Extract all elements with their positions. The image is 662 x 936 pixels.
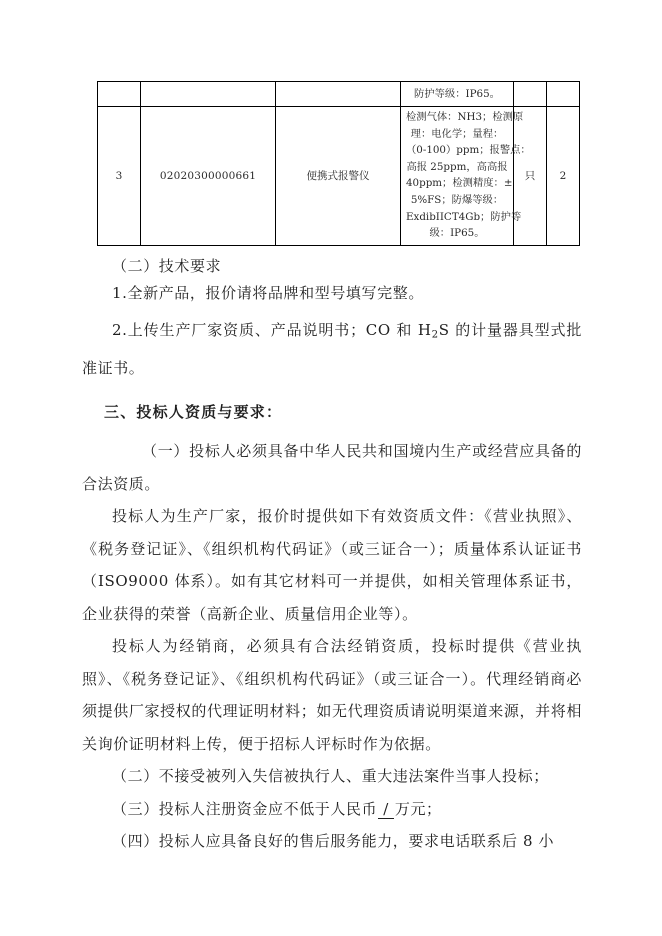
qualification-item-4: （四）投标人应具备良好的售后服务能力，要求电话联系后 8 小 (112, 832, 555, 851)
tech-item-2-subscript: 2 (431, 329, 439, 341)
item-3-suffix: 万元； (394, 799, 442, 818)
spec-line: 级：IP65。 (429, 227, 485, 240)
cell-qty: 2 (547, 107, 580, 246)
spec-line: 高报 25ppm，高高报 (406, 160, 508, 173)
spacer (82, 307, 582, 314)
cell-qty (547, 82, 580, 107)
dealer-qualification-paragraph: 投标人为经销商，必须具有合法经销资质，投标时提供《营业执照》、《税务登记证》、《组织机构代码证》（或三证合一）。代理经销商必须提供厂家授权的代理证明材料；如无代理资质请说明渠道来源，并将相关询价证明材料上传，便于招标人评标时作为依据。 (82, 637, 582, 753)
spec-table-container (97, 81, 573, 246)
cell-unit: 只 (514, 107, 547, 246)
document-body (82, 253, 582, 858)
tech-item-2-part1: 2.上传生产厂家资质、产品说明书；CO 和 H (112, 321, 432, 339)
tech-requirement-item-1: 1.全新产品，报价请将品牌和型号填写完整。 (112, 284, 424, 302)
cell-name (276, 82, 401, 107)
qualification-item-2: （二）不接受被列入失信被执行人、重大违法案件当事人投标； (112, 767, 549, 786)
cell-code: 02020300000661 (141, 107, 276, 246)
registered-capital-blank[interactable]: / (378, 800, 394, 819)
cell-spec (401, 82, 514, 107)
cell-spec (401, 107, 531, 246)
tech-item-2-part2: S 的计量器具型式批准证书。 (82, 321, 582, 378)
spacer (82, 385, 582, 396)
qualification-item-1: （一）投标人必须具备中华人民共和国境内生产或经营应具备的合法资质。 (82, 442, 582, 493)
cell-no: 3 (98, 107, 141, 246)
spec-line: 5%FS；防爆等级： (410, 193, 504, 206)
manufacturer-qualification-paragraph: 投标人为生产厂家，报价时提供如下有效资质文件：《营业执照》、《税务登记证》、《组织机构代码证》（或三证合一）；质量体系认证证书（ISO9000 体系）。如有其它材料可一并提供，如相关管理体系证书，企业获得的荣誉（高新企业、质量信用企业等）。 (82, 507, 582, 623)
spec-line: 理：电化学；量程： (410, 127, 504, 140)
spec-line: 检测气体：NH3；检测原 (406, 111, 524, 123)
procurement-spec-table (97, 81, 580, 246)
cell-name: 便携式报警仪 (276, 107, 401, 246)
item-3-prefix: （三）投标人注册资金应不低于人民币 (112, 799, 378, 818)
tech-requirement-item-2 (82, 314, 582, 385)
spec-text-block (401, 107, 531, 245)
spacer (82, 428, 582, 435)
spec-line: 40ppm；检测精度：± (406, 177, 513, 190)
spec-text-block (401, 84, 513, 105)
spec-line: （0-100）ppm；报警点： (406, 144, 531, 157)
table-row-continued (98, 82, 580, 107)
bidder-qualification-heading: 三、投标人资质与要求： (104, 402, 283, 421)
tech-requirements-title: （二）技术要求 (112, 257, 222, 275)
cell-no (98, 82, 141, 107)
spec-line: 防护等级：IP65。 (414, 87, 500, 100)
spec-line: ExdibIICT4Gb；防护等 (406, 210, 522, 223)
cell-unit (514, 82, 547, 107)
qualification-item-3 (82, 793, 582, 826)
table-row (98, 107, 580, 246)
cell-code (141, 82, 276, 107)
